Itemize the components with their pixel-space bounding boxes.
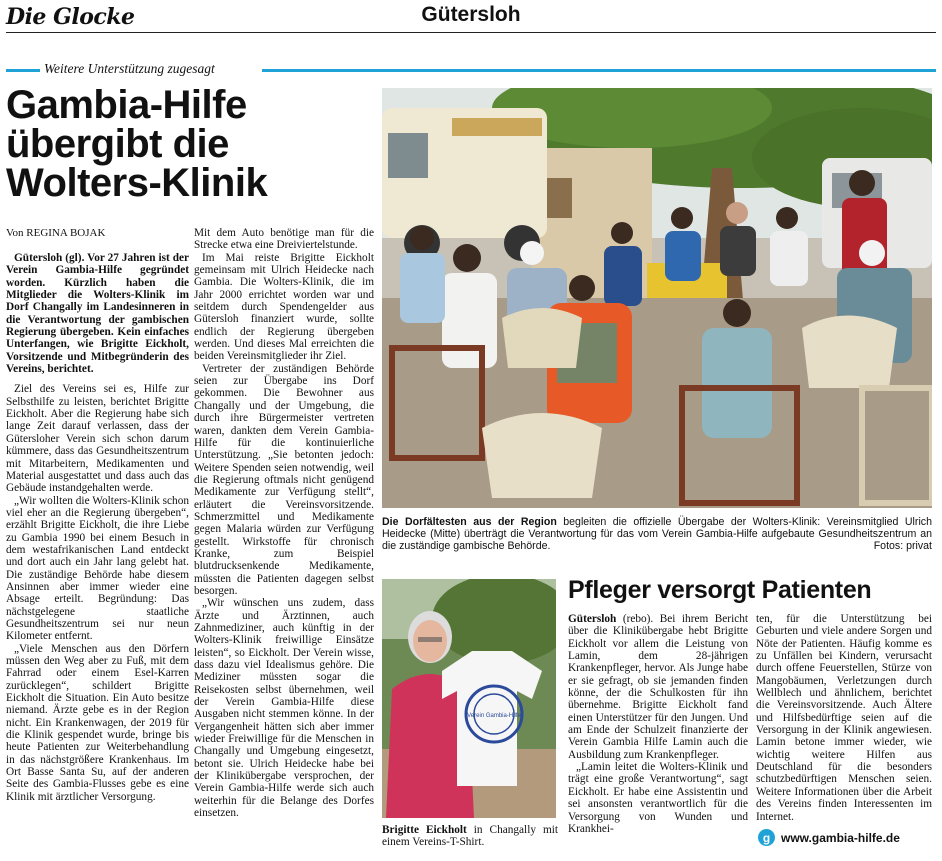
article-headline: Gambia-Hilfe übergibt die Wolters-Klinik — [6, 83, 268, 205]
lead-paragraph — [6, 252, 189, 375]
web-link[interactable] — [758, 829, 900, 846]
kicker: Weitere Unterstützung zugesagt — [40, 61, 219, 77]
body-paragraph: „Lamin leitet die Wolters-Klinik und trägt eine große Verantwortung“, sagt Eickholt. Er habe eine Assistentin und sei ansonsten verantwortlich für die Versorgung von Wunden und Krankhei- — [568, 761, 748, 835]
lead-location: Gütersloh (gl). — [14, 252, 85, 264]
sidebar-photo — [382, 579, 556, 818]
kicker-line-right — [262, 69, 936, 72]
body-paragraph: „Wir wollten die Wolters-Klinik schon viel eher an die Regierung übergeben“, erzählt Brigitte Eickholt, die ihre Liebe zu Gambia 1990 bei einem Besuch in dem westafrikanischen Land entdeckt und dort auch ein Jahr lang gelebt hat. Die zuständige Behörde habe diesem Ansinnen aber immer wieder eine Absage erteilt. Begründung: Das nächstgelegene staatliche Gesundheitszentrum sei nur neun Kilometer entfernt. — [6, 494, 189, 643]
gambia-hilfe-logo-icon: g — [758, 829, 775, 846]
tshirt-text: Verein Gambia-Hilfe — [467, 713, 521, 719]
sidebar-photo-caption-bold: Brigitte Eickholt — [382, 824, 467, 836]
sidebar-location: Gütersloh — [568, 613, 617, 625]
byline: Von REGINA BOJAK — [6, 227, 106, 239]
web-link-text[interactable]: www.gambia-hilfe.de — [781, 830, 900, 845]
sidebar-photo-caption-text: in Changally mit einem Vereins-T-Shirt. — [382, 824, 559, 848]
masthead-city: Gütersloh — [421, 3, 521, 26]
masthead-logo: Die Glocke — [6, 4, 135, 30]
masthead-rule — [6, 32, 936, 33]
body-paragraph: Im Mai reiste Brigitte Eickholt gemeinsam mit Ulrich Heidecke nach Gambia. Die Wolters-Klinik, die im Jahr 2000 errichtet worden war und seitdem durch Spendengelder aus Gütersloh finanziert wurde, sollte endlich der Regierung übergeben werden. Und dieses Mal erreichten die beiden Vereinsmitglieder ihr Ziel. — [194, 251, 374, 363]
body-paragraph — [568, 613, 748, 761]
body-paragraph: „Viele Menschen aus den Dörfern müssen den Weg aber zu Fuß, mit dem Fahrrad oder einem Esel-Karren zurücklegen“, schildert Brigitte Eickholt die Situation. Ein Auto besitze niemand. Ärzte gebe es in der Region nicht. Ein Krankenwagen, der 2019 für die Klinik gespendet wurde, bringe bis heute Patienten zur Weiterbehandlung in das nächstgrößere Krankenhaus. Im Ort Basse Santa Su, auf der anderen Seite des Gambia-Flusses gebe es eine Klinik mit ärztlicher Versorgung. — [6, 642, 189, 803]
lead-text: Vor 27 Jahren ist der Verein Gambia-Hilfe gegründet worden. Kürzlich haben die Mitglieder die Wolters-Klinik im Dorf Changally im Landesinneren in die Verantwortung der gambischen Regierung übergeben. Kein einfaches Unterfangen, wie Brigitte Eickholt, Vorsitzende und Mitbegründerin des Vereins, berichtet. — [6, 252, 189, 376]
sidebar-lead-text: (rebo). Bei ihrem Bericht über die Klinikübergabe hebt Brigitte Eickholt vor allem die Leistung von Lamin, dem 28-jährigen Krankenpfleger, hervor. Als Junge habe er sie gefragt, ob sie jemanden finden könne, der die Schulkosten für ihn übernehme. Brigitte Eickholt fand einen Unterstützer für den Jungen. Und am Ende der Schulzeit finanzierte der Verein Gambia Hilfe Lamin auch die Ausbildung zum Krankenpfleger. — [568, 613, 749, 761]
main-photo-caption — [382, 516, 932, 552]
article-column-2 — [194, 227, 374, 820]
body-paragraph: „Wir wünschen uns zudem, dass Ärzte und Ärztinnen, auch Zahnmediziner, auch künftig in der Wolters-Klinik freiwillige Einsätze leisten“, so Eickholt. Der Verein wisse, dass dazu viel Idealismus gehöre. Die Mediziner müssten sogar die Reisekosten selbst übernehmen, weil der Verein Gambia-Hilfe diese Ausgaben nicht stemmen könne. In der Vergangenheit hätten sich aber immer wieder Freiwillige für die Menschen in Changally und Umgebung eingesetzt, betont sie. Ulrich Heidecke habe bei der Klinikübergabe versprochen, der Verein Gambia-Hilfe werde sich auch weiterhin für die Belange des Dorfes einsetzen. — [194, 597, 374, 820]
body-paragraph: Ziel des Vereins sei es, Hilfe zur Selbsthilfe zu leisten, berichtet Brigitte Eickholt. Aber die Regierung habe sich lange Zeit darauf verlassen, dass der Gütersloher Verein sich schon darum kümmere, dass das Gesundheitszentrum mit Mitarbeitern, Medikamenten und Material ausgestattet und dass auch das Gebäude instandgehalten werde. — [6, 383, 189, 495]
kicker-line-left — [6, 69, 40, 72]
article-column-1 — [6, 252, 189, 803]
body-paragraph: ten, für die Unterstützung bei Geburten und viele andere Sorgen und Nöte der Patienten. Häufig komme es zu Unfällen bei Kindern, verursacht durch offene Feuerstellen, Stürze von Mangobäumen, Verletzungen durch Wellblech und ähnlichem, berichtet die Vereinsvorsitzende. Auch Ältere und Hilfsbedürftige seien auf die Versorgung in der Klinik angewiesen. Lamin betone immer wieder, wie wichtig weitere Hilfen aus Deutschland für die besonders schutzbedürftigen Menschen seien. Weitere Informationen über die Arbeit des Vereins finden Interessenten im Internet. — [756, 613, 932, 823]
sidebar-photo-caption — [382, 824, 558, 848]
photo-credit: Fotos: privat — [873, 540, 932, 552]
sidebar-column-1 — [568, 613, 748, 835]
main-photo-caption-bold: Die Dorfältesten aus der Region — [382, 516, 557, 528]
body-paragraph: Mit dem Auto benötige man für die Strecke etwa eine Dreiviertelstunde. — [194, 227, 374, 252]
main-photo-caption-text: begleiten die offizielle Übergabe der Wolters-Klinik: Vereinsmitglied Ulrich Heidecke (Mitte) überträgt die Verantwortung für das vom Verein Gambia-Hilfe aufgebaute Gesundheitszentrum an die zuständige gambische Behörde. — [382, 516, 932, 552]
sidebar-column-2 — [756, 613, 932, 823]
main-photo — [382, 88, 932, 508]
body-paragraph: Vertreter der zuständigen Behörde seien zur Übergabe ins Dorf gekommen. Die Bewohner aus Changally und der Umgebung, die durch ihre Bürgermeister vertreten waren, dankten dem Verein Gambia-Hilfe für die kontinuierliche Unterstützung. „Sie betonten jedoch: Weitere Spenden seien notwendig, weil die Regierung oftmals nicht genügend Medikamente zur Verfügung stellt“, erläutert die Vereinsvorsitzende. Schmerzmittel und Medikamente gegen Malaria würden zur Verfügung gestellt. Wirkstoffe für chronisch Kranke, zum Beispiel blutdrucksenkende Medikamente, müssten die Patienten dagegen selbst besorgen. — [194, 362, 374, 597]
sidebar-headline: Pfleger versorgt Patienten — [568, 576, 872, 604]
